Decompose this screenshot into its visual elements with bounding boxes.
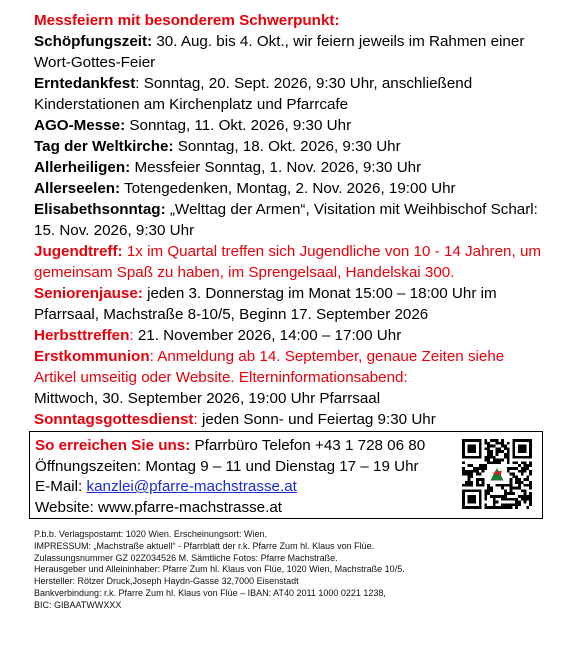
event-label: Allerheiligen:	[34, 159, 131, 176]
imprint-line: IMPRESSUM: „Machstraße aktuell“ - Pfarrblatt der r.k. Pfarre Zum hl. Klaus von Flüe.	[34, 540, 375, 551]
event-text: Sonntag, 11. Okt. 2026, 9:30 Uhr	[125, 117, 352, 134]
contact-hours: Öffnungszeiten: Montag 9 – 11 und Dienstag 17 – 19 Uhr	[35, 457, 419, 475]
section-title: Messfeiern mit besonderem Schwerpunkt:	[34, 12, 340, 29]
event-text: 30. Aug. bis 4. Okt., wir feiern jeweils im Rahmen einer Wort-Gottes-Feier	[34, 33, 525, 71]
event-schoepfungszeit	[34, 31, 546, 73]
event-erntedankfest	[34, 73, 546, 115]
email-label: E-Mail:	[35, 478, 87, 495]
event-text: Totengedenken, Montag, 2. Nov. 2026, 19:00 Uhr	[120, 180, 456, 197]
event-weltkirche	[34, 136, 546, 157]
imprint-line: Hersteller: Rötzer Druck,Joseph Haydn-Gasse 32,7000 Eisenstadt	[34, 576, 299, 587]
event-label: Allerseelen:	[34, 180, 121, 197]
erstkommunion-colon: :	[149, 348, 154, 365]
event-text: Sonntag, 18. Okt. 2026, 9:30 Uhr	[173, 138, 401, 155]
seniorenjause-text: jeden 3. Donnerstag im Monat 15:00 – 18:00 Uhr im Pfarrsaal, Machstraße 8-10/5, Beginn 17. September 2026	[34, 285, 497, 323]
event-allerheiligen	[34, 157, 546, 178]
event-label: Erntedankfest	[34, 75, 136, 92]
seniorenjause	[34, 283, 546, 325]
imprint-line: BIC: GIBAATWWXXX	[34, 599, 122, 610]
contact-label: So erreichen Sie uns:	[35, 437, 191, 454]
herbsttreffen-text: 21. November 2026, 14:00 – 17:00 Uhr	[133, 327, 402, 344]
herbsttreffen-label: Herbsttreffen	[34, 327, 130, 344]
erstkommunion	[34, 346, 546, 388]
seniorenjause-label: Seniorenjause:	[34, 285, 143, 302]
email-link[interactable]: kanzlei@pfarre-machstrasse.at	[86, 478, 297, 495]
event-text: „Welttag der Armen“, Visitation mit Weihbischof Scharl: 15. Nov. 2026, 9:30 Uhr	[34, 201, 538, 239]
contact-phone-line	[35, 436, 425, 457]
sonntagsgottesdienst-label: Sonntagsgottesdienst	[34, 411, 194, 428]
imprint	[34, 529, 554, 612]
sonntagsgottesdienst-text: jeden Sonn- und Feiertag 9:30 Uhr	[197, 411, 436, 428]
qr-code-icon	[462, 439, 532, 509]
imprint-line: P.b.b. Verlagspostamt: 1020 Wien. Erscheinungsort: Wien.	[34, 529, 267, 539]
event-text: : Sonntag, 20. Sept. 2026, 9:30 Uhr, anschließend Kinderstationen am Kirchenplatz und Pfarrcafe	[34, 75, 473, 113]
jugendtreff-text-red: 1x im Quartal treffen sich Jugendliche von 10 - 14 Jahren, um gemeinsam Spaß zu haben, im Sprengelsaal, Handelskai 300.	[34, 243, 542, 281]
event-elisabethsonntag	[34, 199, 546, 241]
imprint-line: Zulassungsnummer GZ 02Z034526 M. Sämtliche Fotos: Pfarre Machstraße.	[34, 552, 338, 563]
event-allerseelen	[34, 178, 546, 199]
event-list	[34, 10, 546, 430]
sonntagsgottesdienst-colon: :	[193, 411, 198, 428]
contact-box	[29, 431, 543, 519]
erstkommunion-label: Erstkommunion	[34, 348, 150, 365]
event-label: Tag der Weltkirche:	[34, 138, 174, 155]
event-ago-messe	[34, 115, 546, 136]
event-label: Schöpfungszeit:	[34, 33, 153, 50]
contact-website: Website: www.pfarre-machstrasse.at	[35, 498, 283, 516]
contact-email-line	[35, 477, 425, 498]
imprint-line: Herausgeber und Alleininhaber: Pfarre Zum hl. Klaus von Flüe, 1020 Wien, Machstraße 10/5.	[34, 564, 405, 575]
erstkommunion-text: Anmeldung ab 14. September, genaue Zeiten siehe Artikel umseitig oder Website. Elterninformationsabend:	[34, 348, 505, 386]
erstkommunion-date: Mittwoch, 30. September 2026, 19:00 Uhr Pfarrsaal	[34, 390, 381, 407]
sonntagsgottesdienst	[34, 409, 546, 430]
herbsttreffen	[34, 325, 546, 346]
contact-phone: Pfarrbüro Telefon +43 1 728 06 80	[190, 437, 426, 454]
contact-lines	[35, 436, 425, 518]
imprint-line: Bankverbindung: r.k. Pfarre Zum hl. Klaus von Flüe – IBAN: AT40 2011 1000 0221 1238,	[34, 587, 386, 598]
jugendtreff	[34, 241, 546, 283]
event-label: Elisabethsonntag:	[34, 201, 166, 218]
event-label: AGO-Messe:	[34, 117, 126, 134]
event-text: Messfeier Sonntag, 1. Nov. 2026, 9:30 Uhr	[130, 159, 422, 176]
jugendtreff-label: Jugendtreff:	[34, 243, 123, 260]
herbsttreffen-colon: :	[129, 327, 134, 344]
